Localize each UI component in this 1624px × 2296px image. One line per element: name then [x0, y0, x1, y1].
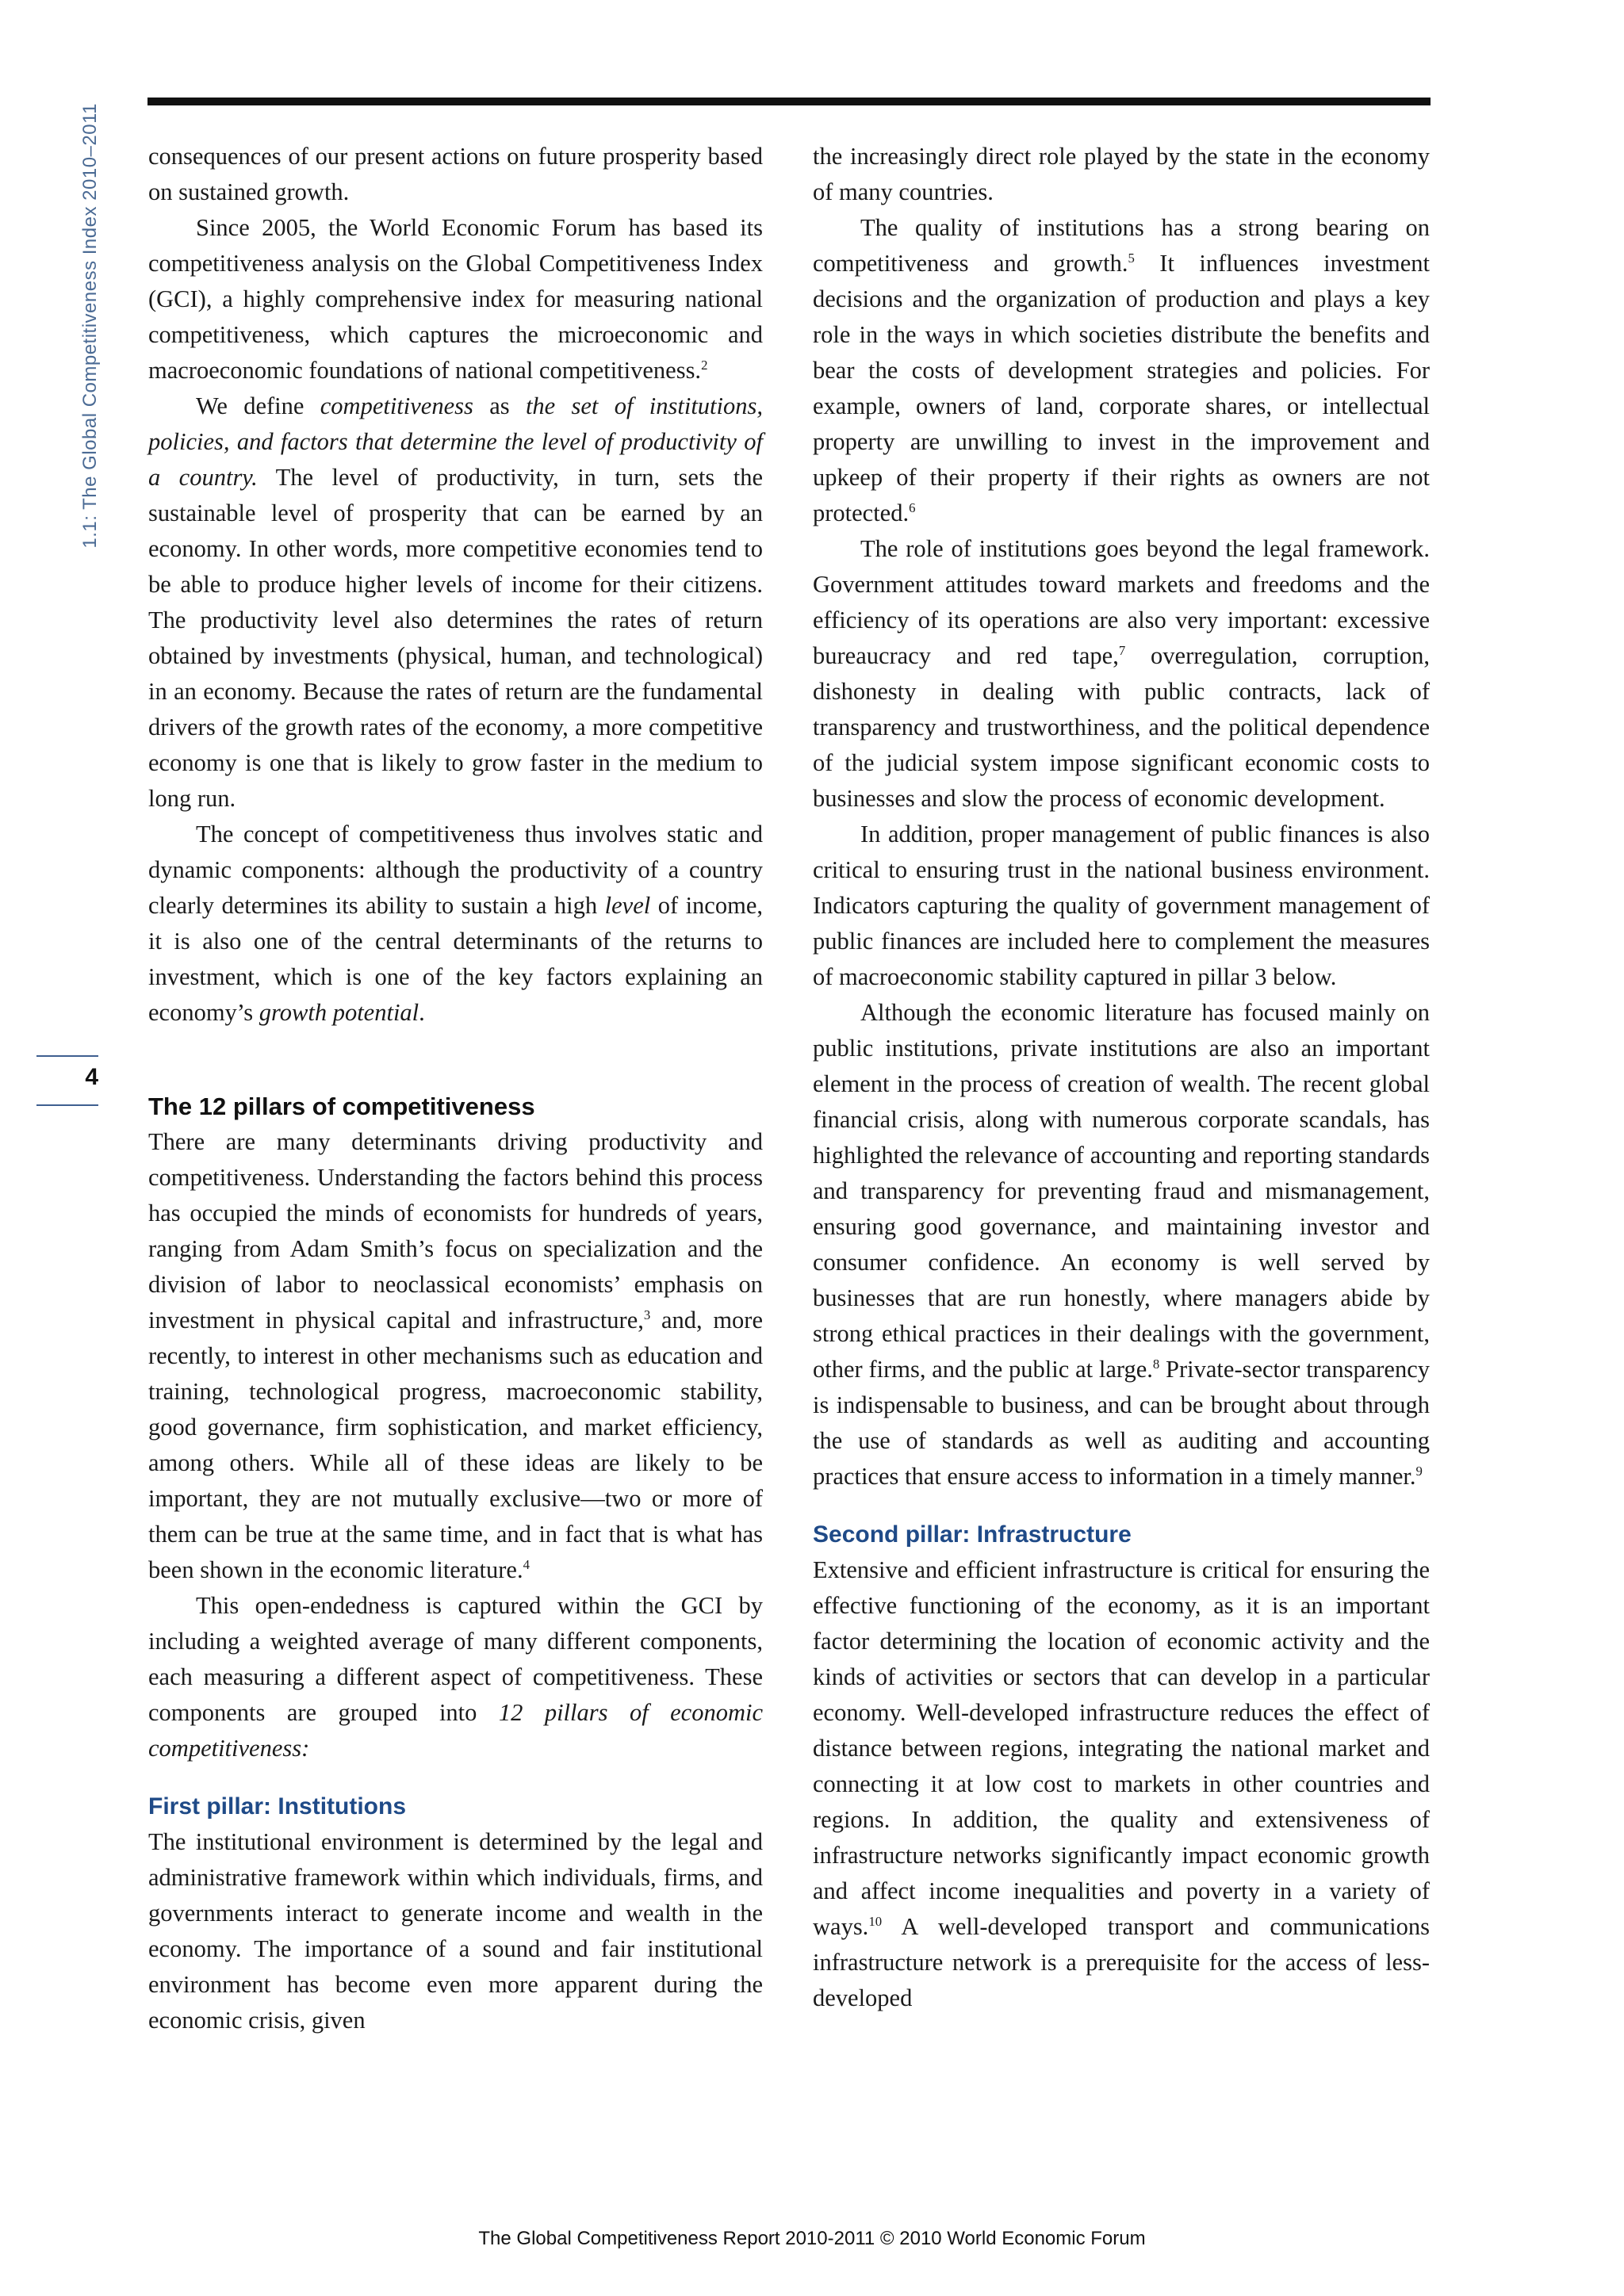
page-footer: The Global Competitiveness Report 2010-2011 © 2010 World Economic Forum: [478, 2228, 1146, 2249]
footnote-ref: 9: [1415, 1463, 1423, 1479]
paragraph: Although the economic literature has focused mainly on public institutions, private institutions are also an important element in the process of creation of wealth. The recent global financial crisis, along with numerous corporate scandals, has highlighted the relevance of accounting and reporting standards and transparency for preventing fraud and mismanagement, ensuring good governance, and maintaining investor and consumer confidence. An economy is well served by businesses that are run honestly, where managers abide by strong ethical practices in their dealings with the government, other firms, and the public at large.$^8$ Private-sector transparency is indispensable to business, and can be brought about through the use of standards as well as auditing and accounting practices that ensure access to information in a timely manner.$^9$: [813, 999, 1431, 1490]
footnote-ref: 2: [701, 357, 708, 373]
paragraph: The concept of competitiveness thus involves static and dynamic components: although the productivity of a country clearly determines its ability to sustain a high level of income, it is also one of the central determinants of the returns to investment, which is one of the key factors explaining an economy’s growth potential.: [148, 821, 763, 1026]
right-column: [813, 139, 1430, 2016]
footnote-ref: 10: [868, 1913, 883, 1929]
footnote-ref: 4: [523, 1556, 530, 1572]
paragraph: consequences of our present actions on future prosperity based on sustained growth.: [148, 143, 763, 205]
paragraph: The role of institutions goes beyond the legal framework. Government attitudes toward markets and freedoms and the efficiency of its operations are also very important: excessive bureaucracy and red tape,$^7$ overregulation, corruption, dishonesty in dealing with public contracts, lack of transparency and trustworthiness, and the political dependence of the judicial system impose significant economic costs to businesses and slow the process of economic development.: [813, 535, 1430, 812]
page-number-rule-top: [36, 1055, 98, 1057]
paragraph: The institutional environment is determined by the legal and administrative framework within which individuals, firms, and governments interact to generate income and wealth in the economy. The importance of a sound and fair institutional environment has become even more apparent during the economic crisis, given: [148, 1828, 763, 2034]
paragraph: The quality of institutions has a strong bearing on competitiveness and growth.$^5$ It influences investment decisions and the organization of production and plays a key role in the ways in which societies distribute the benefits and bear the costs of development strategies and policies. For example, owners of land, corporate shares, or intellectual property are unwilling to invest in the improvement and upkeep of their property if their rights as owners are not protected.$^6$: [813, 214, 1430, 526]
paragraph: There are many determinants driving productivity and competitiveness. Understanding the factors behind this process has occupied the minds of economists for hundreds of years, ranging from Adam Smith’s focus on specialization and the division of labor to neoclassical economists’ emphasis on investment in physical capital and infrastructure,$^3$ and, more recently, to interest in other mechanisms such as education and training, technological progress, macroeconomic stability, good governance, firm sophistication, and market efficiency, among others. While all of these ideas are likely to be important, they are not mutually exclusive—two or more of them can be true at the same time, and in fact that is what has been shown in the economic literature.$^4$: [148, 1128, 763, 1583]
footnote-ref: 6: [909, 499, 916, 515]
page-number: 4: [85, 1064, 98, 1090]
footnote-ref: 7: [1118, 642, 1126, 658]
paragraph: the increasingly direct role played by the state in the economy of many countries.: [813, 143, 1430, 205]
paragraph: In addition, proper management of public finances is also critical to ensuring trust in the national business environment. Indicators capturing the quality of government management of public finances are included here to complement the measures of macroeconomic stability captured in pillar 3 below.: [813, 821, 1430, 990]
subsection-heading: Second pillar: Infrastructure: [813, 1521, 1132, 1548]
paragraph: Extensive and efficient infrastructure is critical for ensuring the effective functioning of the economy, as it is an important factor determining the location of economic activity and the kinds of activities or sectors that can develop in a particular economy. Well-developed infrastructure reduces the effect of distance between regions, integrating the national market and connecting it at low cost to markets in other countries and regions. In addition, the quality and extensiveness of infrastructure networks significantly impact economic growth and affect income inequalities and poverty in a variety of ways.$^{10}$ A well-developed transport and communications infrastructure network is a prerequisite for the access of less-developed: [813, 1556, 1430, 2011]
paragraph: Since 2005, the World Economic Forum has based its competitiveness analysis on the Global Competitiveness Index (GCI), a highly comprehensive index for measuring national competitiveness, which captures the microeconomic and macroeconomic foundations of national competitiveness.$^2$: [148, 214, 763, 384]
footnote-ref: 8: [1152, 1356, 1160, 1372]
paragraph: We define competitiveness as the set of institutions, policies, and factors that determine the level of productivity of a country. The level of productivity, in turn, sets the sustainable level of prosperity that can be earned by an economy. In other words, more competitive economies tend to be able to produce higher levels of income for their citizens. The productivity level also determines the rates of return obtained by investments (physical, human, and technological) in an economy. Because the rates of return are the fundamental drivers of the growth rates of the economy, a more competitive economy is one that is likely to grow faster in the medium to long run.: [148, 392, 763, 812]
running-title: 1.1: The Global Competitiveness Index 2010–2011: [79, 103, 101, 549]
subsection-heading: First pillar: Institutions: [148, 1793, 407, 1820]
paragraph: This open-endedness is captured within the GCI by including a weighted average of many different components, each measuring a different aspect of competitiveness. These components are grouped into 12 pillars of economic competitiveness:: [148, 1592, 764, 1762]
top-rule: [147, 98, 1431, 105]
footnote-ref: 3: [643, 1307, 651, 1322]
page-number-rule-bottom: [36, 1104, 98, 1106]
section-heading: The 12 pillars of competitiveness: [148, 1093, 535, 1120]
footnote-ref: 5: [1128, 250, 1135, 266]
left-column: [148, 139, 763, 2038]
